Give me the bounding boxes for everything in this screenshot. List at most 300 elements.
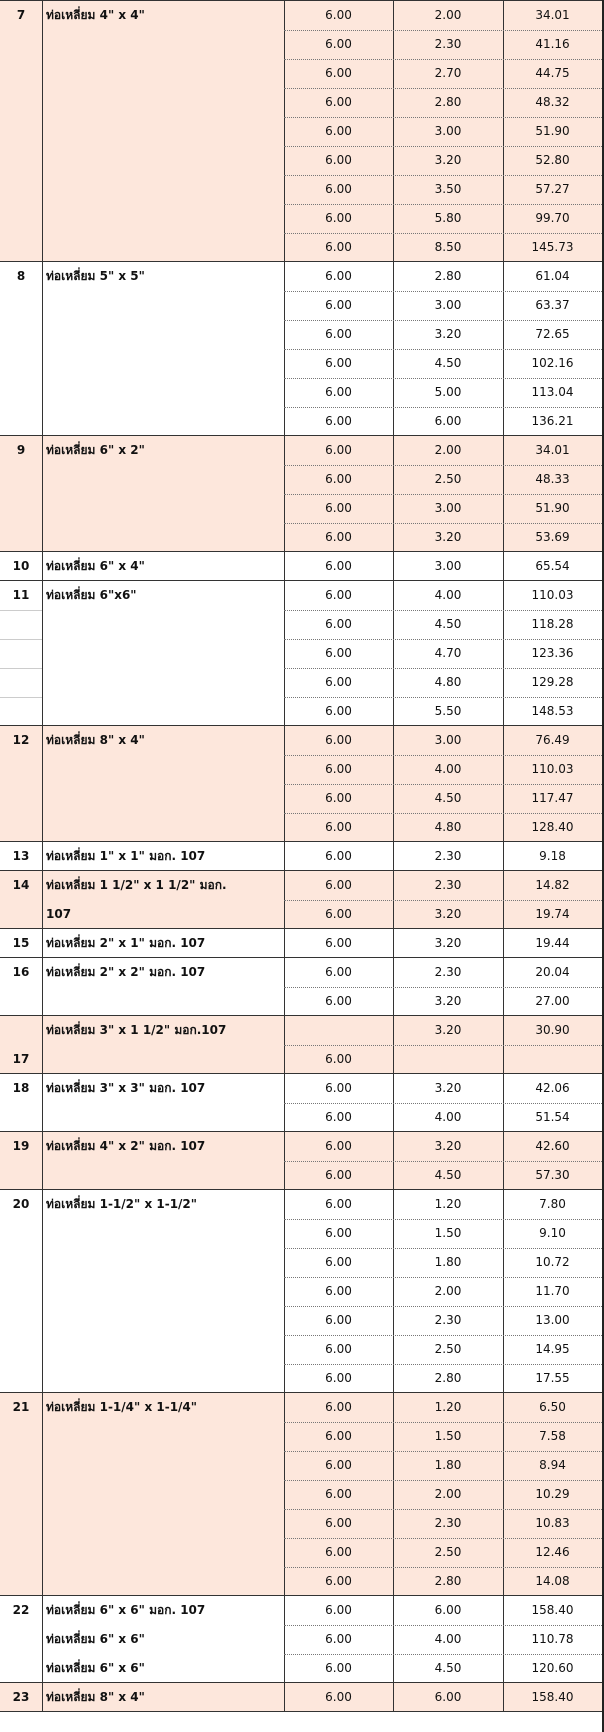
weight-cell: 42.60 [535, 1139, 570, 1153]
item-description: ท่อเหลี่ยม 6" x 6" มอก. 107 [46, 1603, 206, 1617]
length-cell: 6.00 [325, 588, 352, 602]
thickness-cell: 4.00 [434, 762, 462, 776]
length-cell: 6.00 [325, 414, 352, 428]
table-row [284, 523, 602, 552]
weight-cell: 158.40 [531, 1603, 574, 1617]
table-row [284, 1, 602, 31]
table-row [284, 755, 602, 785]
table-row [284, 929, 602, 958]
thickness-cell: 4.00 [434, 1632, 462, 1646]
thickness-cell: 2.00 [434, 1487, 462, 1501]
weight-cell: 11.70 [535, 1284, 570, 1298]
item-description: ท่อเหลี่ยม 8" x 4" [46, 1690, 145, 1704]
table-row [284, 378, 602, 408]
table-row [284, 697, 602, 726]
weight-cell: 19.74 [535, 907, 570, 921]
length-cell: 6.00 [325, 1545, 352, 1559]
item-description: ท่อเหลี่ยม 6" x 4" [46, 559, 145, 573]
item-description: ท่อเหลี่ยม 4" x 4" [46, 8, 145, 22]
table-group [0, 261, 602, 435]
thickness-cell [393, 1045, 503, 1074]
weight-cell: 19.44 [535, 936, 570, 950]
table-group [0, 551, 602, 580]
table-group [0, 580, 602, 725]
length-cell: 6.00 [325, 1400, 352, 1414]
item-description: 107 [46, 907, 72, 921]
table-row [284, 291, 602, 321]
weight-cell: 9.10 [539, 1226, 566, 1240]
thickness-cell: 2.30 [434, 965, 462, 979]
weight-cell: 57.30 [535, 1168, 570, 1182]
length-cell: 6.00 [325, 66, 352, 80]
table-row [284, 1364, 602, 1393]
length-cell: 6.00 [325, 994, 352, 1008]
table-row [284, 1480, 602, 1510]
length-cell: 6.00 [325, 849, 352, 863]
table-row [284, 1016, 602, 1046]
length-cell: 6.00 [325, 1110, 352, 1124]
item-description: ท่อเหลี่ยม 1 1/2" x 1 1/2" มอก. [46, 878, 227, 892]
thickness-cell: 2.00 [434, 8, 462, 22]
table-group [0, 1015, 602, 1073]
table-group [0, 1073, 602, 1131]
item-number: 21 [12, 1400, 30, 1414]
length-cell: 6.00 [325, 240, 352, 254]
thickness-cell: 2.80 [434, 269, 462, 283]
thickness-cell: 2.30 [434, 878, 462, 892]
length-cell: 6.00 [325, 1603, 352, 1617]
weight-cell: 128.40 [531, 820, 574, 834]
length-cell: 6.00 [325, 472, 352, 486]
item-number: 12 [12, 733, 30, 747]
table-row [284, 1538, 602, 1568]
table-row [284, 117, 602, 147]
table-group [0, 1392, 602, 1595]
length-cell: 6.00 [325, 1690, 352, 1704]
item-number: 23 [12, 1690, 30, 1704]
length-cell: 6.00 [325, 646, 352, 660]
table-row [284, 1045, 602, 1074]
column-divider [42, 581, 43, 725]
column-divider [42, 958, 43, 1015]
column-divider [42, 929, 43, 957]
table-row [284, 59, 602, 89]
length-cell: 6.00 [325, 733, 352, 747]
item-description: ท่อเหลี่ยม 6" x 2" [46, 443, 145, 457]
item-number: 7 [16, 8, 26, 22]
thickness-cell: 1.20 [434, 1400, 462, 1414]
thickness-cell: 3.20 [434, 994, 462, 1008]
table-group [0, 928, 602, 957]
weight-cell: 158.40 [531, 1690, 574, 1704]
thickness-cell: 4.50 [434, 1168, 462, 1182]
item-number: 14 [12, 878, 30, 892]
length-cell: 6.00 [325, 501, 352, 515]
table-row [284, 552, 602, 581]
length-cell: 6.00 [325, 1429, 352, 1443]
weight-cell: 7.58 [539, 1429, 566, 1443]
table-row [284, 146, 602, 176]
thickness-cell: 3.00 [434, 124, 462, 138]
item-description: ท่อเหลี่ยม 6" x 6" [46, 1661, 145, 1675]
weight-cell: 118.28 [531, 617, 574, 631]
weight-cell: 48.33 [535, 472, 570, 486]
length-cell: 6.00 [325, 1197, 352, 1211]
column-divider [42, 262, 43, 435]
weight-cell: 7.80 [539, 1197, 566, 1211]
length-cell: 6.00 [325, 936, 352, 950]
length-cell: 6.00 [325, 1284, 352, 1298]
weight-cell: 110.78 [531, 1632, 574, 1646]
row-rule [0, 639, 42, 669]
row-rule [0, 610, 42, 640]
length-cell: 6.00 [325, 385, 352, 399]
length-cell: 6.00 [325, 530, 352, 544]
item-description: ท่อเหลี่ยม 4" x 2" มอก. 107 [46, 1139, 206, 1153]
thickness-cell: 1.80 [434, 1255, 462, 1269]
row-rule [0, 581, 42, 611]
length-cell: 6.00 [325, 1661, 352, 1675]
item-number: 15 [12, 936, 30, 950]
table-row [284, 175, 602, 205]
length-cell: 6.00 [325, 1371, 352, 1385]
table-row [284, 1567, 602, 1596]
length-cell: 6.00 [325, 1052, 352, 1066]
table-group [0, 870, 602, 928]
weight-cell: 14.82 [535, 878, 570, 892]
length-cell: 6.00 [325, 95, 352, 109]
column-divider [42, 1190, 43, 1392]
weight-cell: 65.54 [535, 559, 570, 573]
weight-cell: 42.06 [535, 1081, 570, 1095]
length-cell: 6.00 [325, 1516, 352, 1530]
table-row [284, 1103, 602, 1132]
length-cell: 6.00 [325, 1081, 352, 1095]
length-cell: 6.00 [325, 965, 352, 979]
length-cell: 6.00 [325, 617, 352, 631]
table-row [284, 262, 602, 292]
thickness-cell: 5.50 [434, 704, 462, 718]
table-group [0, 1682, 602, 1711]
item-number: 16 [12, 965, 30, 979]
length-cell: 6.00 [325, 153, 352, 167]
length-cell: 6.00 [325, 182, 352, 196]
weight-cell: 123.36 [531, 646, 574, 660]
length-cell: 6.00 [325, 443, 352, 457]
thickness-cell: 4.70 [434, 646, 462, 660]
table-row [284, 88, 602, 118]
column-divider [42, 1683, 43, 1711]
table-row [284, 349, 602, 379]
thickness-cell: 1.50 [434, 1226, 462, 1240]
thickness-cell: 1.50 [434, 1429, 462, 1443]
thickness-cell: 3.00 [434, 298, 462, 312]
table-row [284, 842, 602, 871]
thickness-cell: 8.50 [434, 240, 462, 254]
thickness-cell: 4.80 [434, 820, 462, 834]
weight-cell: 51.90 [535, 501, 570, 515]
table-group [0, 0, 602, 261]
item-description: ท่อเหลี่ยม 5" x 5" [46, 269, 145, 283]
item-description: ท่อเหลี่ยม 2" x 1" มอก. 107 [46, 936, 206, 950]
weight-cell: 13.00 [535, 1313, 570, 1327]
weight-cell: 9.18 [539, 849, 566, 863]
thickness-cell: 1.20 [434, 1197, 462, 1211]
row-rule [0, 668, 42, 698]
item-description: ท่อเหลี่ยม 8" x 4" [46, 733, 145, 747]
length-cell: 6.00 [325, 1487, 352, 1501]
item-number: 18 [12, 1081, 30, 1095]
weight-cell: 10.83 [535, 1516, 570, 1530]
length-cell: 6.00 [325, 762, 352, 776]
length-cell: 6.00 [325, 356, 352, 370]
weight-cell: 102.16 [531, 356, 574, 370]
table-group [0, 725, 602, 841]
length-cell: 6.00 [325, 327, 352, 341]
table-group [0, 957, 602, 1015]
weight-cell: 136.21 [531, 414, 574, 428]
length-cell: 6.00 [325, 1574, 352, 1588]
table-row [284, 639, 602, 669]
weight-cell: 17.55 [535, 1371, 570, 1385]
length-cell: 6.00 [325, 907, 352, 921]
weight-cell: 76.49 [535, 733, 570, 747]
length-cell: 6.00 [325, 878, 352, 892]
thickness-cell: 3.20 [434, 907, 462, 921]
length-cell: 6.00 [325, 1313, 352, 1327]
table-row [284, 871, 602, 901]
item-number: 9 [16, 443, 26, 457]
table-group [0, 435, 602, 551]
table-row [284, 407, 602, 436]
thickness-cell: 2.80 [434, 95, 462, 109]
item-description: ท่อเหลี่ยม 6"x6" [46, 588, 137, 602]
thickness-cell: 2.70 [434, 66, 462, 80]
length-cell: 6.00 [325, 211, 352, 225]
weight-cell: 129.28 [531, 675, 574, 689]
table-row [284, 1596, 602, 1626]
thickness-cell: 4.50 [434, 356, 462, 370]
column-divider [42, 1393, 43, 1595]
table-row [284, 1190, 602, 1220]
item-number: 8 [16, 269, 26, 283]
item-number: 17 [12, 1052, 30, 1066]
column-divider [42, 1596, 43, 1682]
thickness-cell: 2.50 [434, 1545, 462, 1559]
thickness-cell: 6.00 [434, 414, 462, 428]
thickness-cell: 3.00 [434, 559, 462, 573]
thickness-cell: 2.00 [434, 1284, 462, 1298]
thickness-cell: 2.50 [434, 1342, 462, 1356]
weight-cell: 61.04 [535, 269, 570, 283]
thickness-cell: 2.30 [434, 849, 462, 863]
thickness-cell: 3.20 [434, 936, 462, 950]
weight-cell: 63.37 [535, 298, 570, 312]
length-cell: 6.00 [325, 124, 352, 138]
thickness-cell: 3.20 [434, 153, 462, 167]
item-description: ท่อเหลี่ยม 1-1/4" x 1-1/4" [46, 1400, 198, 1414]
column-divider [42, 1, 43, 261]
thickness-cell: 2.80 [434, 1574, 462, 1588]
weight-cell: 44.75 [535, 66, 570, 80]
thickness-cell: 5.00 [434, 385, 462, 399]
thickness-cell: 2.30 [434, 37, 462, 51]
table-row [284, 30, 602, 60]
length-cell: 6.00 [325, 559, 352, 573]
column-divider [42, 436, 43, 551]
table-row [284, 900, 602, 929]
thickness-cell: 2.30 [434, 1516, 462, 1530]
weight-cell: 57.27 [535, 182, 570, 196]
thickness-cell: 3.00 [434, 733, 462, 747]
thickness-cell: 1.80 [434, 1458, 462, 1472]
thickness-cell: 5.80 [434, 211, 462, 225]
thickness-cell: 4.80 [434, 675, 462, 689]
thickness-cell: 4.50 [434, 617, 462, 631]
weight-cell: 145.73 [531, 240, 574, 254]
thickness-cell: 3.20 [434, 1023, 462, 1037]
item-number: 10 [12, 559, 30, 573]
table-row [284, 436, 602, 466]
item-number: 19 [12, 1139, 30, 1153]
table-row [284, 1422, 602, 1452]
table-row [284, 1654, 602, 1683]
item-number: 20 [12, 1197, 30, 1211]
weight-cell: 148.53 [531, 704, 574, 718]
table-row [284, 1625, 602, 1655]
weight-cell: 110.03 [531, 588, 574, 602]
length-cell: 6.00 [325, 298, 352, 312]
table-row [284, 987, 602, 1016]
length-cell: 6.00 [325, 1632, 352, 1646]
thickness-cell: 2.50 [434, 472, 462, 486]
weight-cell: 14.95 [535, 1342, 570, 1356]
thickness-cell: 3.20 [434, 530, 462, 544]
weight-cell: 113.04 [531, 385, 574, 399]
table-row [284, 1132, 602, 1162]
thickness-cell: 2.00 [434, 443, 462, 457]
table-row [284, 668, 602, 698]
table-row [284, 958, 602, 988]
weight-cell: 34.01 [535, 8, 570, 22]
item-description: ท่อเหลี่ยม 2" x 2" มอก. 107 [46, 965, 206, 979]
length-cell [284, 1016, 393, 1045]
thickness-cell: 6.00 [434, 1690, 462, 1704]
length-cell: 6.00 [325, 1458, 352, 1472]
item-number: 13 [12, 849, 30, 863]
length-cell: 6.00 [325, 675, 352, 689]
table-row [284, 1509, 602, 1539]
item-description: ท่อเหลี่ยม 1" x 1" มอก. 107 [46, 849, 206, 863]
weight-cell [503, 1045, 602, 1074]
weight-cell: 48.32 [535, 95, 570, 109]
column-divider [42, 1074, 43, 1131]
weight-cell: 10.72 [535, 1255, 570, 1269]
thickness-cell: 3.20 [434, 1139, 462, 1153]
weight-cell: 20.04 [535, 965, 570, 979]
table-row [284, 610, 602, 640]
weight-cell: 8.94 [539, 1458, 566, 1472]
item-number: 11 [12, 588, 30, 602]
thickness-cell: 2.80 [434, 1371, 462, 1385]
weight-cell: 10.29 [535, 1487, 570, 1501]
table-row [284, 1277, 602, 1307]
table-row [284, 1335, 602, 1365]
length-cell: 6.00 [325, 1255, 352, 1269]
table-row [284, 1248, 602, 1278]
weight-cell: 27.00 [535, 994, 570, 1008]
weight-cell: 99.70 [535, 211, 570, 225]
table-row [284, 1393, 602, 1423]
table-group [0, 1189, 602, 1392]
column-divider [42, 726, 43, 841]
weight-cell: 14.08 [535, 1574, 570, 1588]
table-row [284, 726, 602, 756]
length-cell: 6.00 [325, 1226, 352, 1240]
length-cell: 6.00 [325, 1139, 352, 1153]
weight-cell: 52.80 [535, 153, 570, 167]
weight-cell: 12.46 [535, 1545, 570, 1559]
weight-cell: 51.90 [535, 124, 570, 138]
weight-cell: 120.60 [531, 1661, 574, 1675]
table-row [284, 320, 602, 350]
table-group [0, 1595, 602, 1682]
table-row [284, 784, 602, 814]
item-description: ท่อเหลี่ยม 3" x 3" มอก. 107 [46, 1081, 206, 1095]
weight-cell: 30.90 [535, 1023, 570, 1037]
thickness-cell: 3.20 [434, 327, 462, 341]
length-cell: 6.00 [325, 791, 352, 805]
item-description: ท่อเหลี่ยม 3" x 1 1/2" มอก.107 [46, 1023, 227, 1037]
column-divider [42, 1132, 43, 1189]
weight-cell: 51.54 [535, 1110, 570, 1124]
thickness-cell: 6.00 [434, 1603, 462, 1617]
weight-cell: 117.47 [531, 791, 574, 805]
column-divider [42, 842, 43, 870]
thickness-cell: 2.30 [434, 1313, 462, 1327]
length-cell: 6.00 [325, 1168, 352, 1182]
thickness-cell: 4.00 [434, 588, 462, 602]
length-cell: 6.00 [325, 37, 352, 51]
table-row [284, 1161, 602, 1190]
length-cell: 6.00 [325, 1342, 352, 1356]
table-row [284, 204, 602, 234]
thickness-cell: 4.00 [434, 1110, 462, 1124]
table-row [284, 813, 602, 842]
weight-cell: 53.69 [535, 530, 570, 544]
weight-cell: 72.65 [535, 327, 570, 341]
weight-cell: 34.01 [535, 443, 570, 457]
table-row [284, 1219, 602, 1249]
weight-cell: 6.50 [539, 1400, 566, 1414]
weight-cell: 41.16 [535, 37, 570, 51]
item-description: ท่อเหลี่ยม 6" x 6" [46, 1632, 145, 1646]
table-row [284, 1074, 602, 1104]
table-row [284, 581, 602, 611]
table-row [284, 494, 602, 524]
item-number: 22 [12, 1603, 30, 1617]
length-cell: 6.00 [325, 269, 352, 283]
table-row [284, 1306, 602, 1336]
table-bottom-border [0, 1711, 602, 1712]
length-cell: 6.00 [325, 820, 352, 834]
table-group [0, 841, 602, 870]
column-divider [42, 1016, 43, 1073]
table-group [0, 1131, 602, 1189]
thickness-cell: 4.50 [434, 1661, 462, 1675]
length-cell: 6.00 [325, 8, 352, 22]
thickness-cell: 3.50 [434, 182, 462, 196]
